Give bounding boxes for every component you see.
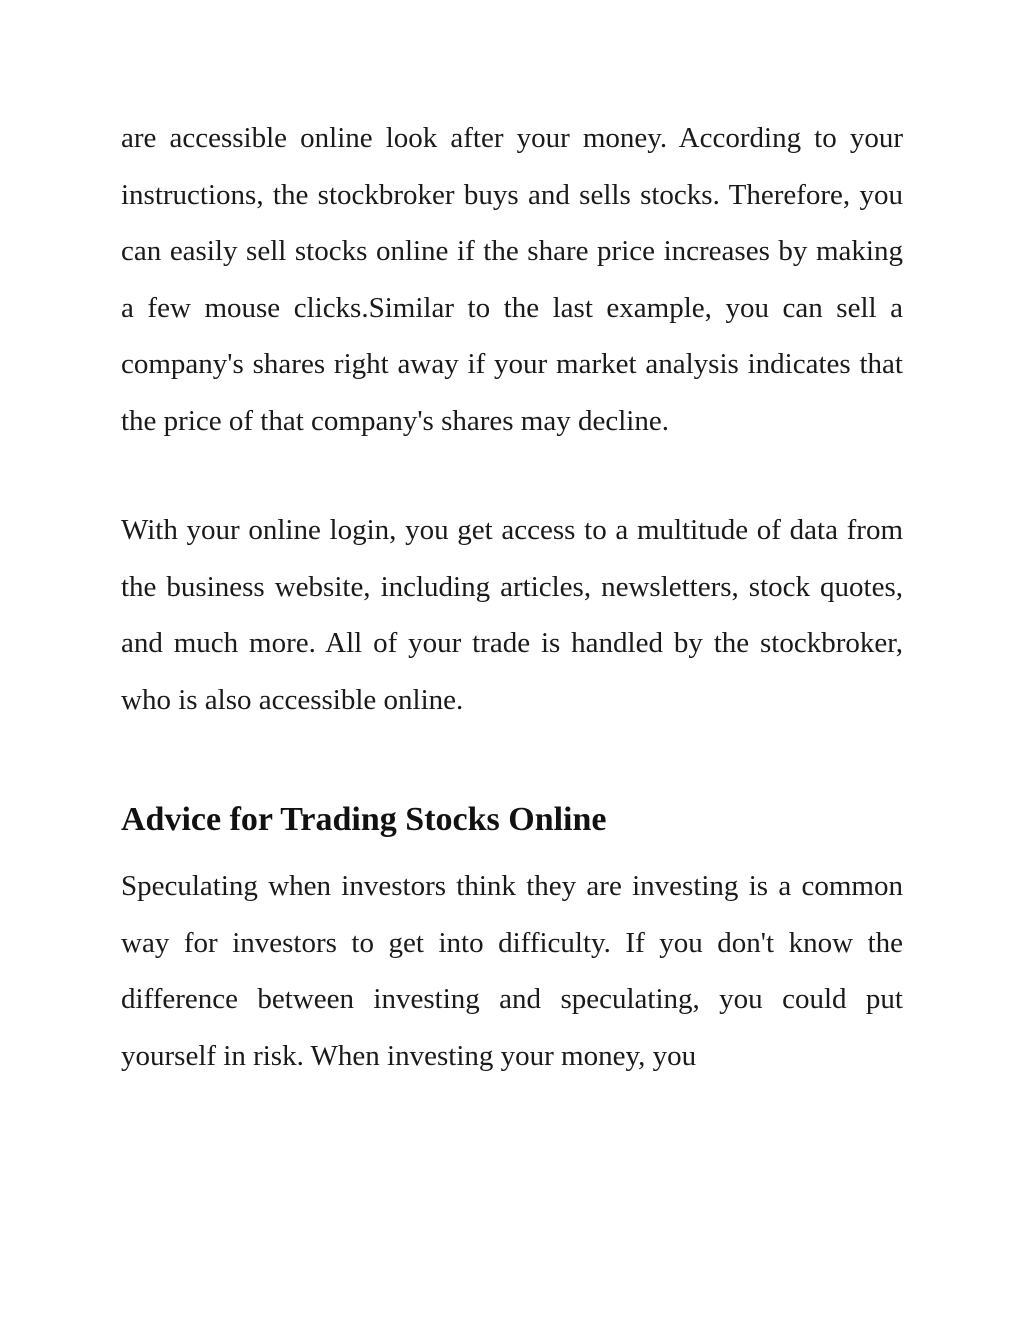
paragraph-online-stockbroker: are accessible online look after your money. According to your instructions, the stockbroker buys and sells stocks. Therefore, you can easily sell stocks online if the share price increases by making a few mouse clicks.Similar to the last example, you can sell a company's shares right away if your market analysis indicates that the price of that company's shares may decline. <box>121 122 903 437</box>
section-heading: Advice for Trading Stocks Online <box>121 801 607 838</box>
document-page <box>121 110 903 1084</box>
heading-spacer <box>121 848 903 858</box>
paragraph-speculating: Speculating when investors think they are investing is a common way for investors to get into difficulty. If you don't know the difference between investing and speculating, you could put yourself in risk. When investing your money, you <box>121 870 903 1072</box>
paragraph-online-login: With your online login, you get access to a multitude of data from the business website, including articles, newsletters, stock quotes, and much more. All of your trade is handled by the stockbroker, who is also accessible online. <box>121 514 903 716</box>
section-spacer <box>121 728 903 792</box>
paragraph-spacer <box>121 449 903 502</box>
